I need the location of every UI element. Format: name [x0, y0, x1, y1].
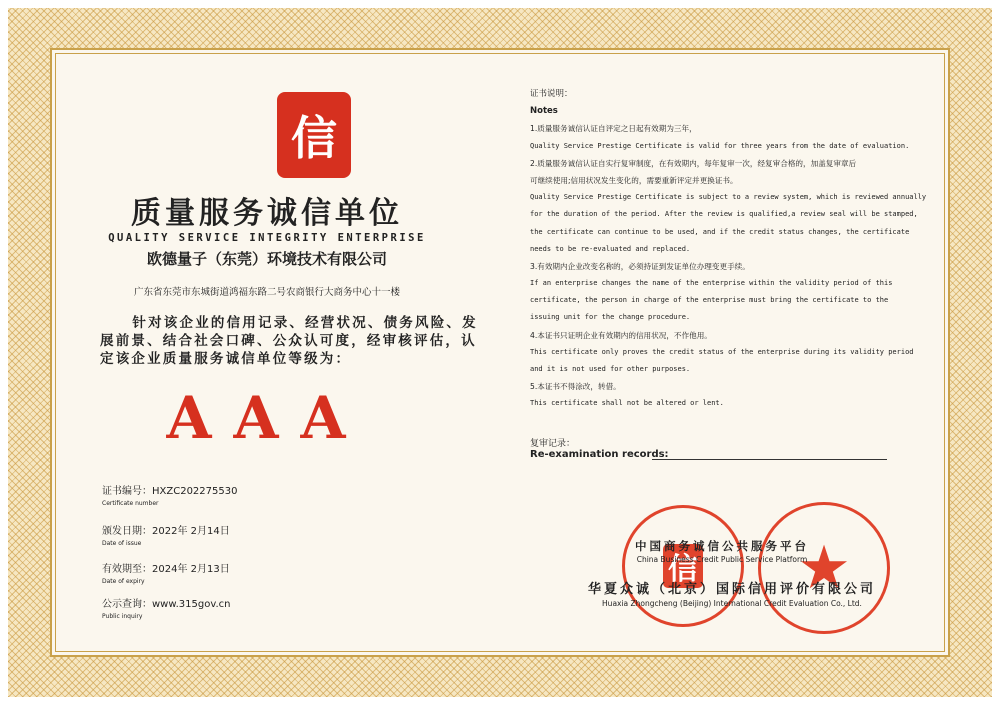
note-line: 2.质量服务诚信认证自实行复审制度，在有效期内，每年复审一次，经复审合格的，加盖复审章后	[530, 158, 857, 168]
note-line: Quality Service Prestige Certificate is subject to a review system, which is reviewed annually	[530, 193, 927, 202]
credit-logo: 信	[277, 92, 351, 178]
note-line: for the duration of the period. After the review is qualified,a review seal will be stamped,	[530, 210, 918, 219]
issue-date: 颁发日期：2022年 2月14日 Date of issue	[102, 526, 230, 547]
issuer-company-en: Huaxia Zhongcheng (Beijing) International Credit Evaluation Co., Ltd.	[602, 599, 862, 608]
certificate-subtitle: QUALITY SERVICE INTEGRITY ENTERPRISE	[108, 232, 426, 244]
public-inquiry: 公示查询：www.315gov.cn Public inquiry	[102, 599, 231, 620]
note-line: certificate, the person in charge of the enterprise must bring the certificate to the	[530, 296, 889, 305]
expiry-date: 有效期至：2024年 2月13日 Date of expiry	[102, 564, 230, 585]
certificate-page	[50, 48, 950, 657]
company-address: 广东省东莞市东城街道鸿福东路二号农商银行大商务中心十一楼	[133, 287, 400, 298]
issuer-company: 华夏众诚（北京）国际信用评价有限公司	[587, 582, 876, 597]
reexam-signature-line	[652, 459, 887, 460]
issuer-platform: 中国商务诚信公共服务平台	[635, 539, 809, 553]
note-line: 可继续使用;信用状况发生变化的，需要重新评定并更换证书。	[530, 175, 738, 185]
certificate-number: 证书编号：HXZC202275530 Certificate number	[102, 486, 238, 507]
certificate-title: 质量服务诚信单位	[131, 196, 403, 231]
company-name: 欧德量子（东莞）环境技术有限公司	[146, 250, 387, 268]
reexam-records: 复审记录： Re-examination records:	[530, 439, 669, 460]
note-line: the certificate can continue to be used, and if the credit status changes, the certificate	[530, 227, 910, 236]
note-line: If an enterprise changes the name of the enterprise within the validity period of this	[530, 279, 893, 288]
grade-rating: AAA	[166, 384, 368, 452]
issuer-platform-en: China Business Credit Public Service Platform	[636, 555, 808, 564]
note-line: Quality Service Prestige Certificate is valid for three years from the date of evaluation.	[530, 141, 910, 150]
platform-seal: 信	[622, 505, 744, 627]
note-line: and it is not used for other purposes.	[530, 365, 691, 373]
notes-section: 证书说明： Notes 1.质量服务诚信认证自评定之日起有效期为三年， Quality Service Prestige Certificate is valid for three years from the date of evaluation. 2.质量服务诚信认证自实行复审制度，在有效期内，每年复审一次，经复审合格的，加盖复审章后 可继续使用;信用状况发生变化的，需要重新评定并更换证书。 Quality Service Prestige Certificate is subject to a review system, which is reviewed annually for the duration of the period. After the review is qualified,a review seal will be stamped, the certificate can continue to be used, and if the credit status changes, the certificate needs to be re-evaluated and replaced. 3.有效期内企业改变名称的，必须持证到发证单位办理变更手续。 If an enterprise changes the name of the enterprise within the validity period of this certificate, the person in charge of the enterprise must bring the certificate to the issuing unit for the change procedure. 4.本证书只证明企业有效期内的信用状况，不作他用。 This certificate only proves the credit status of the enterprise during its validity period and it is not used for other purposes. 5.本证书不得涂改，转借。 This certificate shall not be altered or lent.	[530, 86, 920, 138]
company-seal	[758, 502, 890, 634]
star-icon: ★	[797, 533, 851, 603]
note-line: 5.本证书不得涂改，转借。	[530, 382, 621, 392]
note-line: needs to be re-evaluated and replaced.	[530, 244, 691, 253]
note-line: This certificate shall not be altered or lent.	[530, 399, 724, 408]
note-line: issuing unit for the change procedure.	[530, 313, 691, 322]
note-line: 4.本证书只证明企业有效期内的信用状况，不作他用。	[530, 330, 712, 340]
evaluation-paragraph: 针对该企业的信用记录、经营状况、债务风险、发展前景、结合社会口碑、公众认可度，经审核评估，认定该企业质量服务诚信单位等级为：	[100, 315, 478, 367]
note-line: 3.有效期内企业改变名称的，必须持证到发证单位办理变更手续。	[530, 261, 750, 271]
note-line: This certificate only proves the credit status of the enterprise during its validity period	[530, 347, 914, 356]
note-line: 1.质量服务诚信认证自评定之日起有效期为三年，	[530, 124, 697, 134]
